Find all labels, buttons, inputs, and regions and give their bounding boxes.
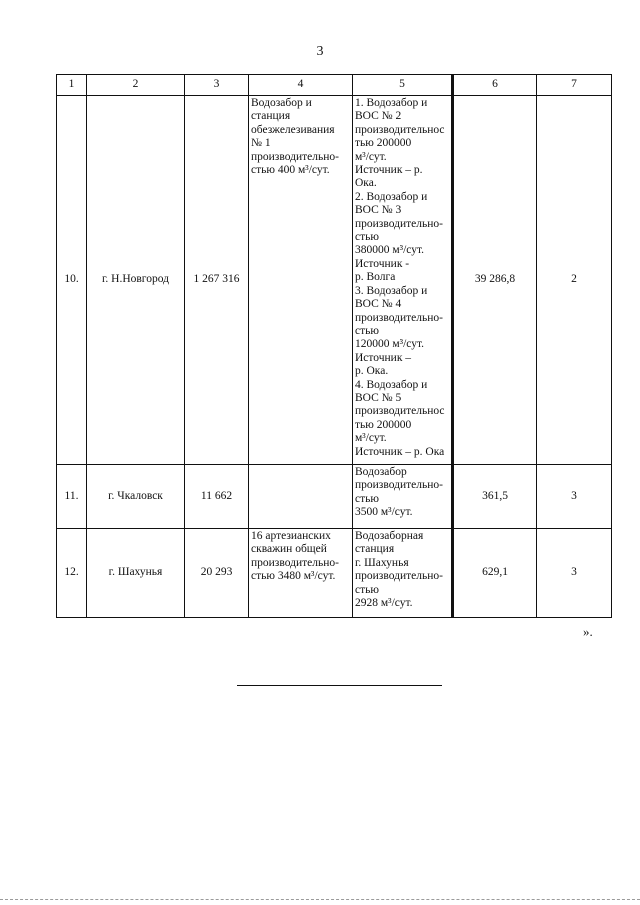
water-intake-table (56, 74, 612, 618)
water-treatment-cell (353, 96, 453, 465)
volume-value: 629,1 (453, 529, 537, 618)
water-treatment-text: Водозабор производительно- стью 3500 м³/сут. (355, 466, 443, 519)
header-cell: 2 (87, 75, 185, 96)
end-separator-line (237, 685, 442, 686)
header-cell: 1 (57, 75, 87, 96)
water-source-text: 16 артезианских скважин общей производительно- стью 3480 м³/сут. (251, 530, 339, 583)
category-value: 3 (537, 465, 612, 529)
water-treatment-text: Водозаборная станция г. Шахунья производительно- стью 2928 м³/сут. (355, 530, 443, 610)
water-source-text: Водозабор и станция обезжелезивания № 1 производительно- стью 400 м³/сут. (251, 97, 339, 177)
population: 20 293 (185, 529, 249, 618)
water-source-cell (249, 465, 353, 529)
water-treatment-cell (353, 465, 453, 529)
header-cell: 7 (537, 75, 612, 96)
population: 1 267 316 (185, 96, 249, 465)
table-row (57, 96, 612, 465)
header-cell: 5 (353, 75, 453, 96)
water-source-cell (249, 96, 353, 465)
header-cell: 6 (453, 75, 537, 96)
category-value: 3 (537, 529, 612, 618)
page-number: 3 (316, 44, 324, 59)
city-name: г. Чкаловск (87, 465, 185, 529)
water-treatment-text: 1. Водозабор и ВОС № 2 производительнос тью 200000 м³/сут. Источник – р. Ока. 2. Водозабор и ВОС № 3 производительно- стью 380000 м³/сут. Источник - р. Волга 3. Водозабор и ВОС № 4 производительно- стью 120000 м³/сут. Источник – р. Ока. 4. Водозабор и ВОС № 5 производительнос тью 200000 м³/сут. Источник – р. Ока (355, 97, 445, 458)
table-row (57, 465, 612, 529)
scan-edge-artifact (0, 899, 640, 900)
header-cell: 4 (249, 75, 353, 96)
table-row (57, 529, 612, 618)
water-source-cell (249, 529, 353, 618)
header-cell: 3 (185, 75, 249, 96)
table-header-row (57, 75, 612, 96)
row-number: 11. (57, 465, 87, 529)
volume-value: 39 286,8 (453, 96, 537, 465)
population: 11 662 (185, 465, 249, 529)
city-name: г. Шахунья (87, 529, 185, 618)
city-name: г. Н.Новгород (87, 96, 185, 465)
water-treatment-cell (353, 529, 453, 618)
row-number: 10. (57, 96, 87, 465)
volume-value: 361,5 (453, 465, 537, 529)
row-number: 12. (57, 529, 87, 618)
closing-quote: ». (583, 624, 593, 639)
category-value: 2 (537, 96, 612, 465)
